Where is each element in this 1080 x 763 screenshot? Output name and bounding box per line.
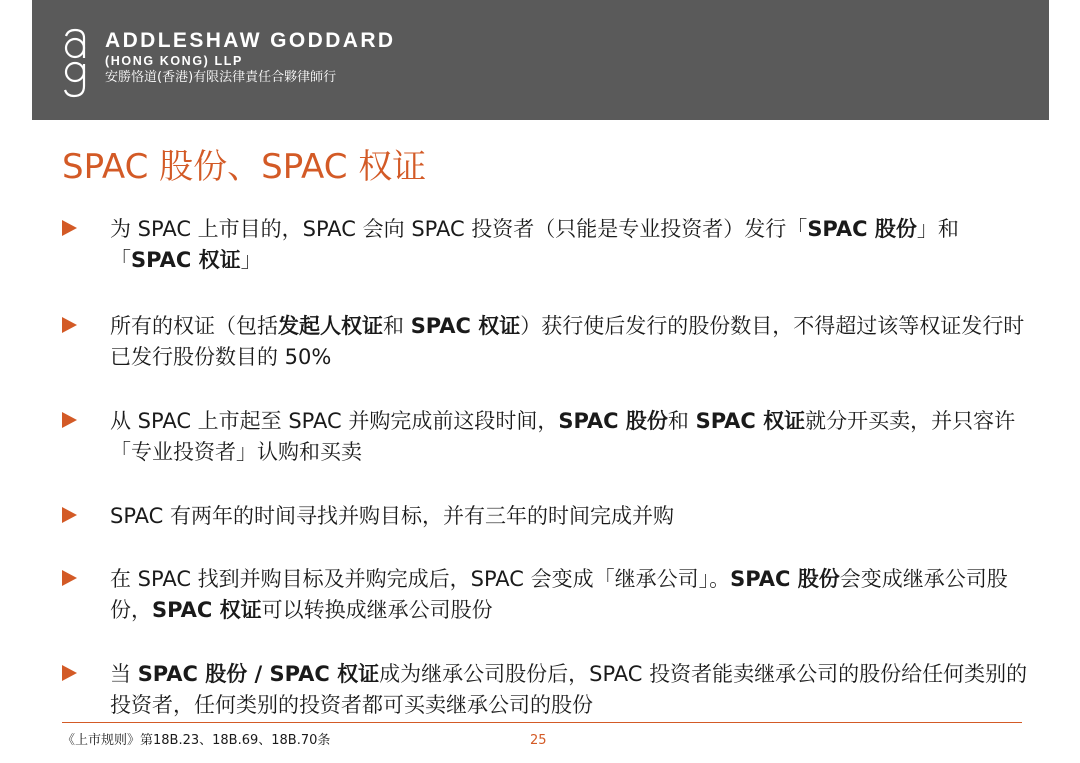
text-run: ）获行使后发行的股份数目，不得超过该等权证发行时已发行股份数目的 50% bbox=[110, 314, 1025, 369]
bullet-text bbox=[110, 564, 1035, 626]
arrow-bullet-icon bbox=[62, 507, 77, 523]
firm-name: ADDLESHAW GODDARD bbox=[105, 29, 396, 52]
arrow-bullet-icon bbox=[62, 220, 77, 236]
footer-reference: 《上市规则》第18B.23、18B.69、18B.70条 bbox=[62, 733, 331, 748]
text-run: SPAC 有两年的时间寻找并购目标，并有三年的时间完成并购 bbox=[110, 504, 674, 528]
text-run: 所有的权证（包括 bbox=[110, 314, 278, 338]
bold-term: SPAC 权证 bbox=[131, 248, 241, 272]
page-number: 25 bbox=[530, 733, 547, 748]
arrow-bullet-icon bbox=[62, 412, 77, 428]
text-run: 在 SPAC 找到并购目标及并购完成后，SPAC 会变成「继承公司」。 bbox=[110, 567, 731, 591]
bold-term: SPAC 权证 bbox=[410, 314, 521, 338]
slide-title: SPAC 股份、SPAC 权证 bbox=[62, 147, 427, 187]
text-run: 会变成继承公司股份， bbox=[110, 567, 1008, 622]
arrow-bullet-icon bbox=[62, 570, 77, 586]
bold-term: SPAC 股份 bbox=[558, 409, 668, 433]
header-banner bbox=[32, 0, 1049, 120]
text-run: 和 bbox=[667, 409, 696, 433]
bold-term: SPAC 股份 bbox=[807, 217, 917, 241]
firm-chinese-name: 安勝恪道(香港)有限法律責任合夥律師行 bbox=[105, 70, 337, 85]
ag-logo-icon bbox=[62, 28, 96, 98]
bold-term: 发起人权证 bbox=[278, 314, 383, 338]
firm-subtitle: (HONG KONG) LLP bbox=[105, 54, 243, 68]
text-run: 」和「 bbox=[110, 217, 959, 272]
text-run: 可以转换成继承公司股份 bbox=[261, 598, 493, 622]
arrow-bullet-icon bbox=[62, 317, 77, 333]
bullet-text bbox=[110, 501, 1035, 532]
text-run: 为 SPAC 上市目的，SPAC 会向 SPAC 投资者（只能是专业投资者）发行「 bbox=[110, 217, 808, 241]
bold-term: SPAC 权证 bbox=[152, 598, 262, 622]
bold-term: SPAC 股份 bbox=[730, 567, 840, 591]
bold-term: SPAC 股份 / SPAC 权证 bbox=[137, 662, 380, 686]
bullet-text bbox=[110, 311, 1035, 373]
bullet-text bbox=[110, 214, 1035, 276]
bullet-text bbox=[110, 406, 1035, 468]
text-run: 和 bbox=[383, 314, 411, 338]
footer-divider bbox=[62, 722, 1022, 723]
bullet-text bbox=[110, 659, 1035, 721]
text-run: 当 bbox=[110, 662, 138, 686]
text-run: 成为继承公司股份后，SPAC 投资者能卖继承公司的股份给任何类别的投资者，任何类别的投资者都可买卖继承公司的股份 bbox=[110, 662, 1028, 717]
text-run: 从 SPAC 上市起至 SPAC 并购完成前这段时间， bbox=[110, 409, 559, 433]
text-run: 」 bbox=[240, 248, 262, 272]
text-run: 就分开买卖，并只容许「专业投资者」认购和买卖 bbox=[110, 409, 1016, 464]
arrow-bullet-icon bbox=[62, 665, 77, 681]
bold-term: SPAC 权证 bbox=[695, 409, 806, 433]
